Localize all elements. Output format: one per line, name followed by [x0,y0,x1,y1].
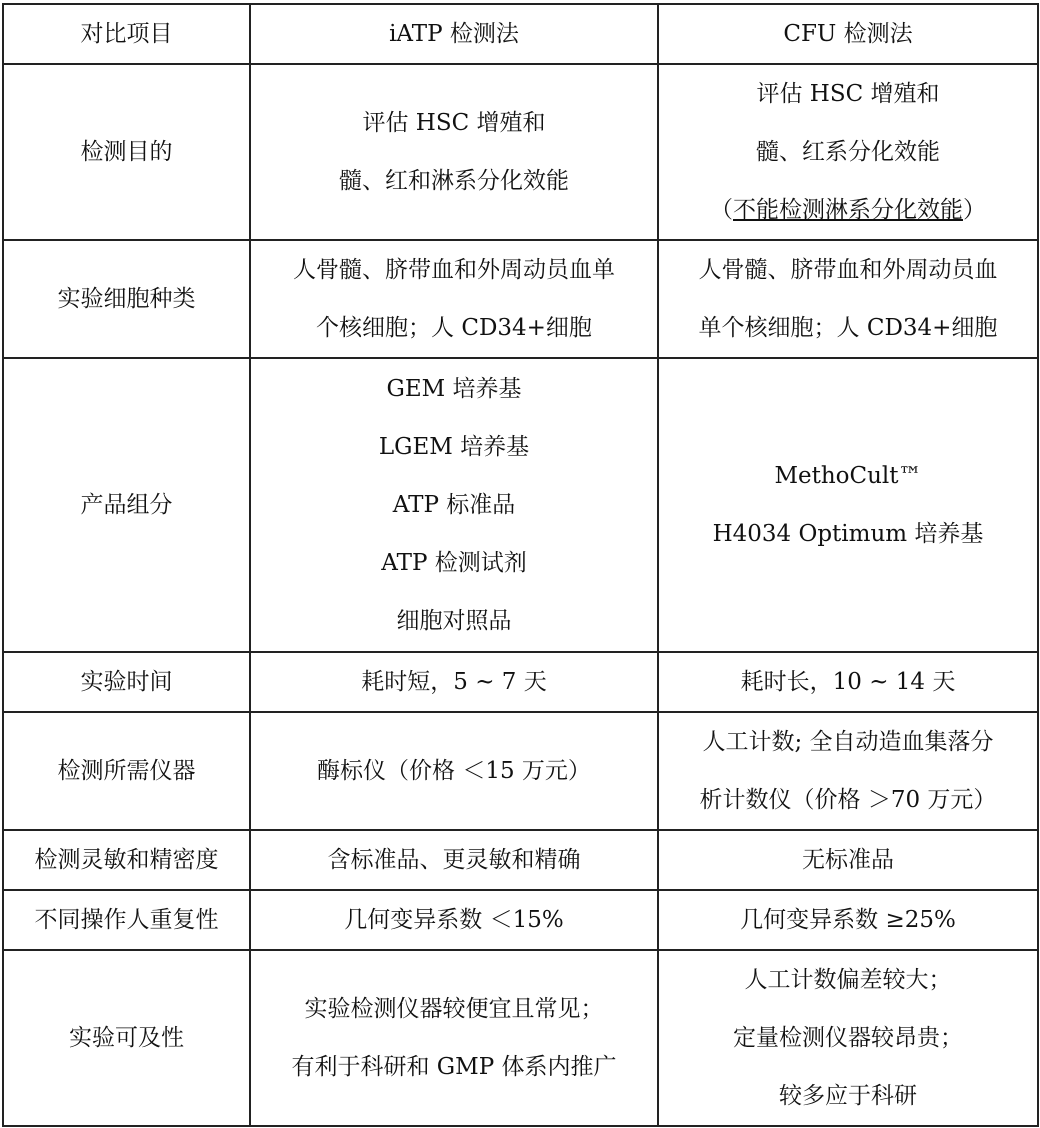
row-label: 实验可及性 [3,950,250,1126]
cell-line: 髓、红系分化效能 [756,139,940,165]
cell-line: 髓、红和淋系分化效能 [339,168,569,194]
table-row [3,950,1038,1126]
cell-line: 人工计数; 全自动造血集落分 [702,729,994,755]
row-label: 实验时间 [3,652,250,712]
cell-line: 较多应于科研 [779,1083,917,1109]
cell-line: ATP 检测试剂 [381,550,527,576]
iatp-cell [250,830,658,890]
cell-line: 析计数仪（价格 ＞70 万元） [699,787,997,813]
note-underlined: 不能检测淋系分化效能 [733,197,963,223]
comparison-table [2,3,1039,1127]
row-label: 产品组分 [3,358,250,652]
cfu-cell [658,652,1038,712]
header-iatp: iATP 检测法 [250,4,658,64]
table-row [3,64,1038,240]
note-open: （ [710,197,733,223]
cfu-cell [658,890,1038,950]
table-row [3,830,1038,890]
cell-line: 几何变异系数 ＜15% [344,907,564,933]
cell-line: 定量检测仪器较昂贵； [733,1025,963,1051]
cell-note [665,181,1031,239]
header-cfu: CFU 检测法 [658,4,1038,64]
cell-line: 人骨髓、脐带血和外周动员血单 [293,257,615,283]
iatp-cell [250,890,658,950]
row-label: 检测灵敏和精密度 [3,830,250,890]
cell-line: 酶标仪（价格 ＜15 万元） [317,758,591,784]
cell-line: ATP 标准品 [392,492,516,518]
cell-line: 几何变异系数 ≥25% [740,907,956,933]
iatp-cell [250,950,658,1126]
cfu-cell [658,358,1038,652]
row-label: 实验细胞种类 [3,240,250,358]
cell-line: 实验检测仪器较便宜且常见； [304,996,604,1022]
iatp-cell [250,652,658,712]
cell-line: 耗时长，10 ~ 14 天 [740,669,956,695]
cell-line: 人骨髓、脐带血和外周动员血 [698,257,998,283]
table-row [3,712,1038,830]
cell-line: GEM 培养基 [386,376,522,402]
note-close: ） [963,197,986,223]
cfu-cell [658,950,1038,1126]
cell-line: MethoCult™ [774,463,922,489]
table-header-row [3,4,1038,64]
iatp-cell [250,64,658,240]
cell-line: 单个核细胞；人 CD34+细胞 [698,315,998,341]
cell-line: H4034 Optimum 培养基 [712,521,984,547]
table-row [3,652,1038,712]
cfu-cell [658,240,1038,358]
cfu-cell [658,64,1038,240]
header-item: 对比项目 [3,4,250,64]
cell-line: 评估 HSC 增殖和 [756,81,940,107]
table-row [3,240,1038,358]
cell-line: 有利于科研和 GMP 体系内推广 [291,1054,617,1080]
cell-line: 无标准品 [802,847,894,873]
table-row [3,358,1038,652]
cell-line: 耗时短，5 ~ 7 天 [361,669,547,695]
cfu-cell [658,712,1038,830]
cell-line: LGEM 培养基 [378,434,530,460]
cell-line: 个核细胞；人 CD34+细胞 [316,315,592,341]
cell-line: 细胞对照品 [396,608,512,634]
iatp-cell [250,712,658,830]
row-label: 不同操作人重复性 [3,890,250,950]
iatp-cell [250,358,658,652]
table-row [3,890,1038,950]
cfu-cell [658,830,1038,890]
iatp-cell [250,240,658,358]
row-label: 检测所需仪器 [3,712,250,830]
cell-line: 评估 HSC 增殖和 [362,110,546,136]
cell-line: 人工计数偏差较大； [744,967,952,993]
row-label: 检测目的 [3,64,250,240]
cell-line: 含标准品、更灵敏和精确 [327,847,581,873]
